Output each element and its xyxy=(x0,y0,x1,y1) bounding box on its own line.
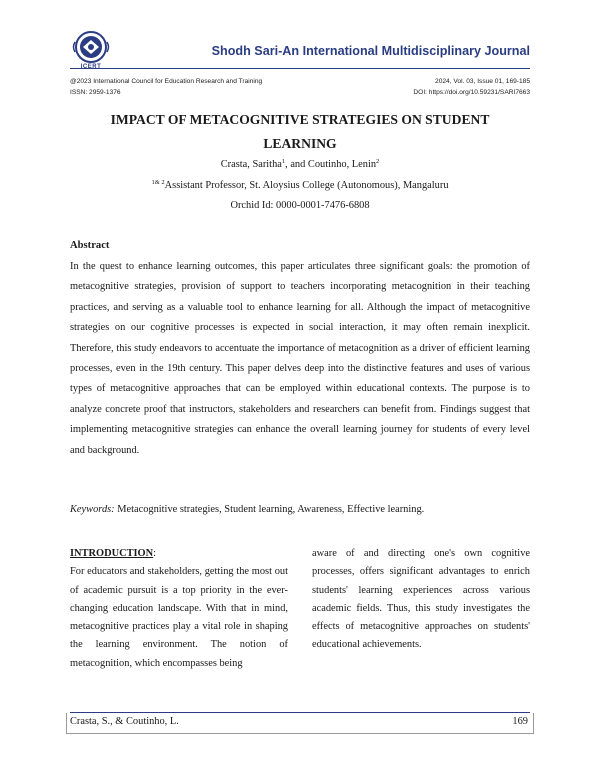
intro-left-text: For educators and stakeholders, getting the most out of academic pursuit is a top priority in the ever-changing education landscape. With that in mind, metacognitive practices play a vital role in shaping the learning environment. The notion of metacognition, which encompasses being xyxy=(70,566,288,669)
author-2: Coutinho, Lenin xyxy=(307,159,377,170)
affiliation-sup: 1& 2 xyxy=(151,179,165,186)
article-title-line2: LEARNING xyxy=(263,136,337,151)
author-line xyxy=(70,159,530,170)
keywords-line xyxy=(70,504,530,515)
introduction-heading-colon: : xyxy=(153,548,157,559)
abstract-heading: Abstract xyxy=(70,240,110,251)
footer-authors: Crasta, S., & Coutinho, L. xyxy=(70,716,179,727)
icert-logo-icon xyxy=(71,30,111,66)
author-1-sup: 1 xyxy=(281,158,286,165)
keywords-label: Keywords: xyxy=(70,504,115,515)
volume-info: 2024, Vol. 03, Issue 01, 169-185 xyxy=(435,78,530,85)
header-divider xyxy=(70,68,530,69)
keywords-text: Metacognitive strategies, Student learning, Awareness, Effective learning. xyxy=(114,504,425,515)
intro-right-column xyxy=(312,545,530,655)
introduction-heading: INTRODUCTION xyxy=(70,548,154,559)
abstract-body: In the quest to enhance learning outcomes, this paper articulates three significant goals: the promotion of metacognitive strategies, provision of support to teachers incorporating metacognition in their teaching practices, and serving as a valuable tool to enhance learning for all. Although the impact of metacognitive strategies on our cognitive processes is expected in social interaction, it may often remain inexplicit. Therefore, this study endeavors to accentuate the importance of metacognition as a driver of efficient learning processes, even in the 19th century. This paper delves deep into the distinctive features and uses of various types of metacognitive approaches that can be employed within educational contexts. The purpose is to analyze concrete proof that instructors, stakeholders and researchers can benefit from. Findings suggest that implementing metacognitive strategies can enhance the overall learning journey for students of every level and background. xyxy=(70,261,530,456)
logo-text: ICERT xyxy=(80,64,102,70)
author-2-sup: 2 xyxy=(376,158,380,165)
issn-line: ISSN: 2959-1376 xyxy=(70,89,121,96)
affiliation-text: Assistant Professor, St. Aloysius College (Autonomous), Mangaluru xyxy=(164,180,449,191)
author-1: Crasta, Saritha xyxy=(220,159,282,170)
copyright-line: @2023 International Council for Education Research and Training xyxy=(70,78,263,85)
intro-left-column xyxy=(70,545,288,673)
doi-link[interactable]: DOI: https://doi.org/10.59231/SARI7663 xyxy=(413,89,530,96)
orchid-id: Orchid Id: 0000-0001-7476-6808 xyxy=(230,200,370,211)
intro-right-text: aware of and directing one's own cognitive processes, offers significant advantages to enrich students' learning experiences across various academic fields. Thus, this study investigates the effects of metacognitive approaches on students' educational achievements. xyxy=(312,548,530,651)
affiliation-line xyxy=(70,180,530,191)
article-title-line1: IMPACT OF METACOGNITIVE STRATEGIES ON STUDENT xyxy=(110,112,490,127)
page-number: 169 xyxy=(512,716,528,727)
journal-title: Shodh Sari-An International Multidisciplinary Journal xyxy=(211,44,530,58)
author-separator: , and xyxy=(285,159,308,170)
